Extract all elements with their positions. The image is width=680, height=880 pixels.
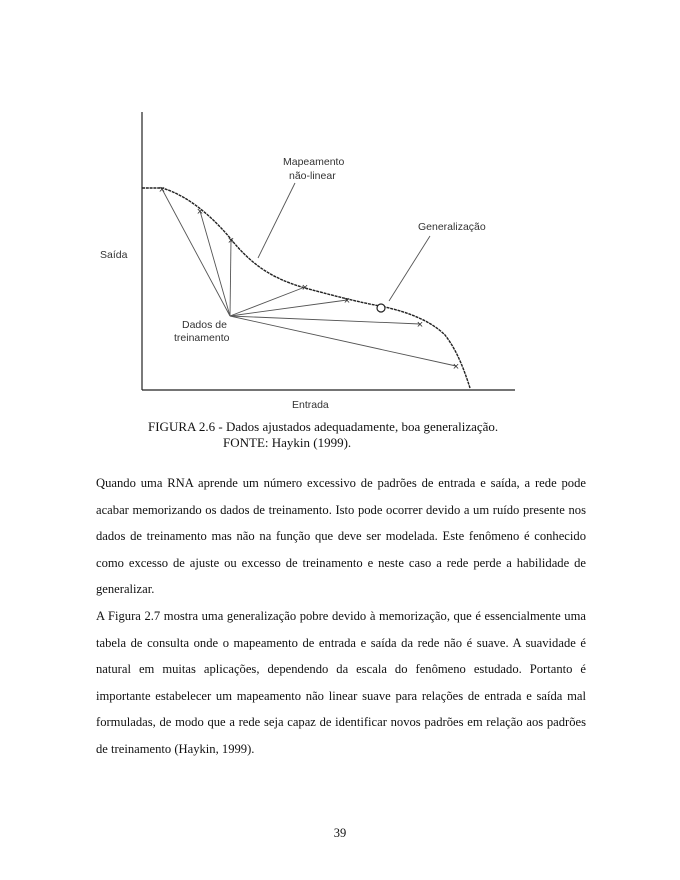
data-marker: × xyxy=(158,184,166,196)
figure-mapping-diagram xyxy=(100,108,530,413)
data-marker: × xyxy=(452,361,460,373)
mapping-pointer xyxy=(258,183,295,258)
mapping-label: Mapeamento xyxy=(283,156,345,168)
page-number: 39 xyxy=(333,826,347,840)
training-label: Dados de xyxy=(182,319,227,331)
figure-source: FONTE: Haykin (1999). xyxy=(223,435,352,450)
generalization-pointer xyxy=(389,236,430,301)
y-axis-label: Saída xyxy=(100,249,128,261)
data-marker: × xyxy=(227,235,235,247)
paragraph: A Figura 2.7 mostra uma generalização pobre devido à memorização, que é essencialmente uma tabela de consulta onde o mapeamento de entrada e saída da rede não é suave. A suavidade é natural em muitas aplicações, dependendo da escala do fenômeno estudado. Portanto é importante estabelecer um mapeamento não linear suave para relações de entrada e saída mal formuladas, de modo que a rede seja capaz de identificar novos padrões em relação aos padrões de treinamento (Haykin, 1999). xyxy=(96,609,586,756)
generalization-point xyxy=(377,304,385,312)
mapping-label: não-linear xyxy=(289,170,336,182)
figure-caption: FIGURA 2.6 - Dados ajustados adequadamente, boa generalização. xyxy=(148,419,499,434)
generalization-label: Generalização xyxy=(418,221,486,233)
paragraph: Quando uma RNA aprende um número excessivo de padrões de entrada e saída, a rede pode acabar memorizando os dados de treinamento. Isto pode ocorrer devido a um ruído presente nos dados de treinamento mas não na função que deve ser modelada. Este fenômeno é conhecido como excesso de ajuste ou excesso de treinamento e neste caso a rede perde a habilidade de generalizar. xyxy=(96,476,586,596)
data-marker: × xyxy=(196,206,204,218)
data-marker: × xyxy=(416,319,424,331)
data-marker: × xyxy=(301,282,309,294)
data-marker: × xyxy=(343,295,351,307)
x-axis-label: Entrada xyxy=(292,399,329,411)
training-label: treinamento xyxy=(174,332,230,344)
